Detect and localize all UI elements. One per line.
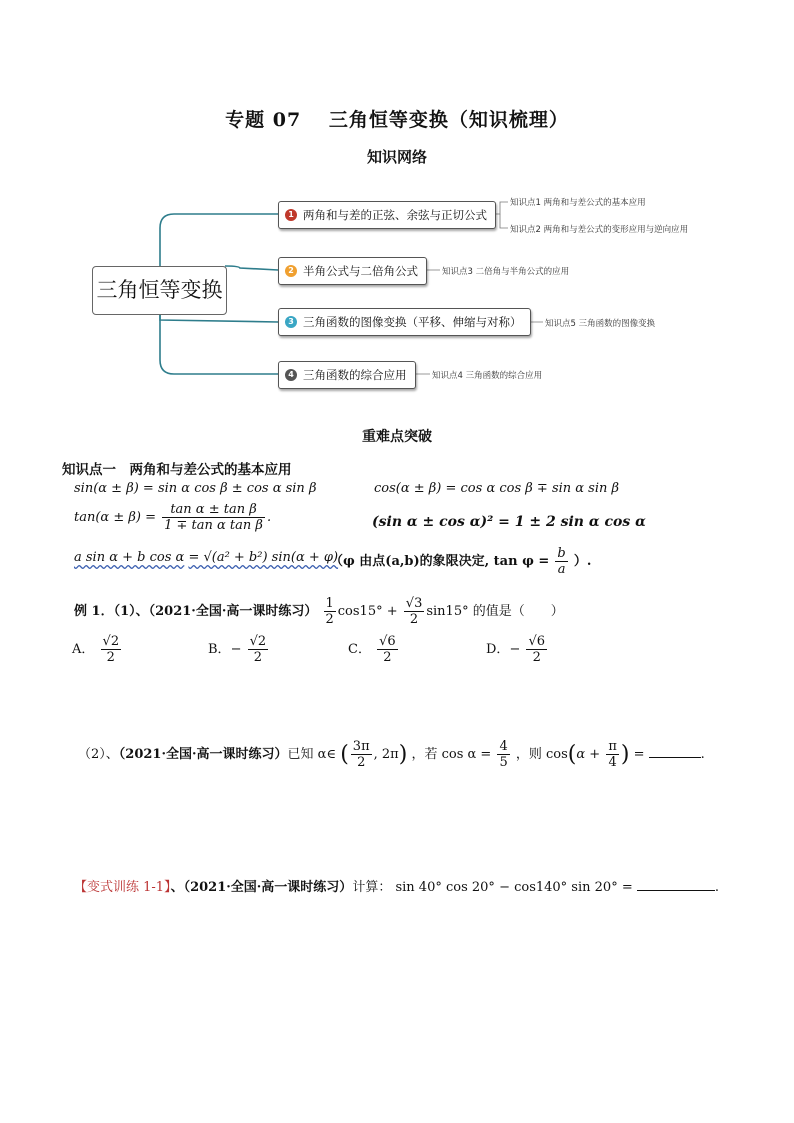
number-3-icon: 3 <box>285 316 297 328</box>
fraction-denominator: 4 <box>608 755 617 770</box>
aux-note-text: （φ 由点(a,b)的象限决定, tan φ = <box>330 554 550 569</box>
option-letter: A． <box>72 642 95 657</box>
mindmap-leaf-kp3: 知识点3 二倍角与半角公式的应用 <box>442 267 570 277</box>
fraction-denominator: 2 <box>325 612 334 627</box>
example-1-question <box>74 596 564 627</box>
fraction-denominator: 1 ∓ tan α tan β <box>164 518 263 533</box>
mindmap-leaf-kp2: 知识点2 两角和与差公式的变形应用与逆向应用 <box>510 225 689 235</box>
right-paren-icon: ) <box>620 742 630 767</box>
formula-square: (sin α ± cos α)² = 1 ± 2 sin α cos α <box>372 514 646 530</box>
formula-aux-mid: = √(a² + b²) sin(α + φ) <box>188 550 339 565</box>
option-fraction <box>526 634 547 665</box>
option-a[interactable] <box>72 634 123 665</box>
page-title: 专题 07 三角恒等变换（知识梳理） <box>225 109 569 131</box>
mindmap-node-label: 三角函数的综合应用 <box>303 368 407 382</box>
number-2-icon: 2 <box>285 265 297 277</box>
aux-note-fraction <box>555 546 567 577</box>
mindmap-leaf-kp1: 知识点1 两角和与差公式的基本应用 <box>510 198 646 208</box>
left-paren-icon: ( <box>567 742 577 767</box>
formula-cos-sum: cos(α ± β) = cos α cos β ∓ sin α sin β <box>374 481 620 496</box>
formula-aux-note <box>330 546 591 577</box>
knowledge-network-heading: 知识网络 <box>366 148 427 166</box>
fraction-numerator: 4 <box>499 739 508 754</box>
fraction-denominator: 2 <box>383 650 392 665</box>
fraction-denominator: 2 <box>253 650 263 665</box>
mindmap-leaf-kp5: 知识点5 三角函数的图像变换 <box>545 319 656 329</box>
sqrt3-half-fraction <box>404 596 425 627</box>
left-paren-icon: ( <box>340 742 349 767</box>
variant-training-1-1 <box>74 876 719 895</box>
mindmap-node-1 <box>278 201 496 229</box>
option-b[interactable] <box>208 634 270 665</box>
mindmap-node-label: 三角函数的图像变换（平移、伸缩与对称） <box>303 315 522 329</box>
right-paren-icon: ) <box>398 742 408 767</box>
question-tail: 的值是（ ） <box>472 604 564 619</box>
mindmap-leaf-kp4: 知识点4 三角函数的综合应用 <box>432 371 543 381</box>
variant-label: 【变式训练 1-1】 <box>74 880 171 895</box>
fraction-numerator: √6 <box>528 634 546 649</box>
option-sign: − <box>230 642 242 657</box>
number-4-icon: 4 <box>285 369 297 381</box>
fraction-denominator: 2 <box>106 650 115 665</box>
variant-expression: sin 40° cos 20° − cos140° sin 20° = <box>395 880 633 895</box>
part-label: （2）、 <box>78 747 119 762</box>
text-segment: ，则 cos <box>515 747 568 762</box>
equals-sign: = <box>633 747 645 762</box>
section-heading: 重难点突破 <box>362 429 432 445</box>
fraction-numerator: √2 <box>102 634 120 649</box>
mindmap-node-2 <box>278 257 427 285</box>
fraction-denominator: 2 <box>532 650 541 665</box>
fraction-denominator: 5 <box>499 755 508 770</box>
half-fraction <box>324 596 336 627</box>
cos-value-fraction <box>497 739 509 770</box>
option-fraction <box>101 634 122 665</box>
example-1-part-2 <box>78 739 705 770</box>
formula-sin-sum: sin(α ± β) = sin α cos β ± cos α sin β <box>74 481 317 496</box>
variant-text: 计算： <box>352 880 392 895</box>
knowledge-point-1-title: 知识点一 两角和与差公式的基本应用 <box>62 462 292 478</box>
fraction-numerator: b <box>557 546 566 561</box>
example-source: （2021·全国·高一课时练习） <box>118 747 288 762</box>
interval-tail: , 2π <box>373 747 399 762</box>
pi-quarter-fraction <box>606 739 619 770</box>
fraction-numerator: √3 <box>405 596 423 611</box>
text-segment: 已知 α∈ <box>287 747 337 762</box>
interval-fraction <box>351 739 372 770</box>
number-1-icon: 1 <box>285 209 297 221</box>
mindmap-node-3 <box>278 308 531 336</box>
fraction-denominator: 2 <box>409 612 419 627</box>
option-fraction <box>248 634 269 665</box>
example-label: 例 1．（1）、 <box>74 604 149 619</box>
mindmap-node-4 <box>278 361 416 389</box>
option-letter: B． <box>208 642 231 657</box>
formula-tan-end: . <box>266 510 272 525</box>
mindmap-root: 三角恒等变换 <box>92 266 227 315</box>
aux-note-end: ）. <box>573 554 592 569</box>
formula-tan-fraction <box>162 502 265 533</box>
fraction-numerator: √6 <box>379 634 396 649</box>
answer-blank[interactable] <box>637 878 715 891</box>
fraction-numerator: 3π <box>352 739 370 754</box>
variant-source: 、（2021·全国·高一课时练习） <box>170 880 353 895</box>
mindmap-node-label: 两角和与差的正弦、余弦与正切公式 <box>303 208 487 222</box>
option-d[interactable] <box>486 634 549 665</box>
inner-expr: α + <box>576 747 601 762</box>
text-segment: ，若 cos α = <box>411 747 492 762</box>
expr-part-a: cos15° + <box>337 604 398 619</box>
fraction-denominator: 2 <box>357 755 366 770</box>
option-letter: C． <box>348 642 371 657</box>
fraction-numerator: 1 <box>325 596 334 611</box>
end-period: . <box>700 747 705 762</box>
mindmap-node-label: 半角公式与二倍角公式 <box>303 264 418 278</box>
answer-blank[interactable] <box>649 745 701 758</box>
fraction-numerator: π <box>608 739 617 754</box>
option-sign: − <box>509 642 521 657</box>
option-c[interactable] <box>348 634 400 665</box>
formula-tan-sum <box>74 502 271 533</box>
fraction-denominator: a <box>557 562 566 577</box>
formula-tan-left: tan(α ± β) = <box>74 510 156 525</box>
formula-auxiliary-angle <box>74 550 338 565</box>
formula-aux-left: a sin α + b cos α <box>74 550 185 565</box>
fraction-numerator: tan α ± tan β <box>162 502 265 518</box>
end-period: . <box>714 880 719 895</box>
option-letter: D． <box>486 642 510 657</box>
fraction-numerator: √2 <box>249 634 267 649</box>
example-source: （2021·全国·高一课时练习） <box>148 604 318 619</box>
expr-part-b: sin15° <box>426 604 469 619</box>
option-fraction <box>377 634 398 665</box>
